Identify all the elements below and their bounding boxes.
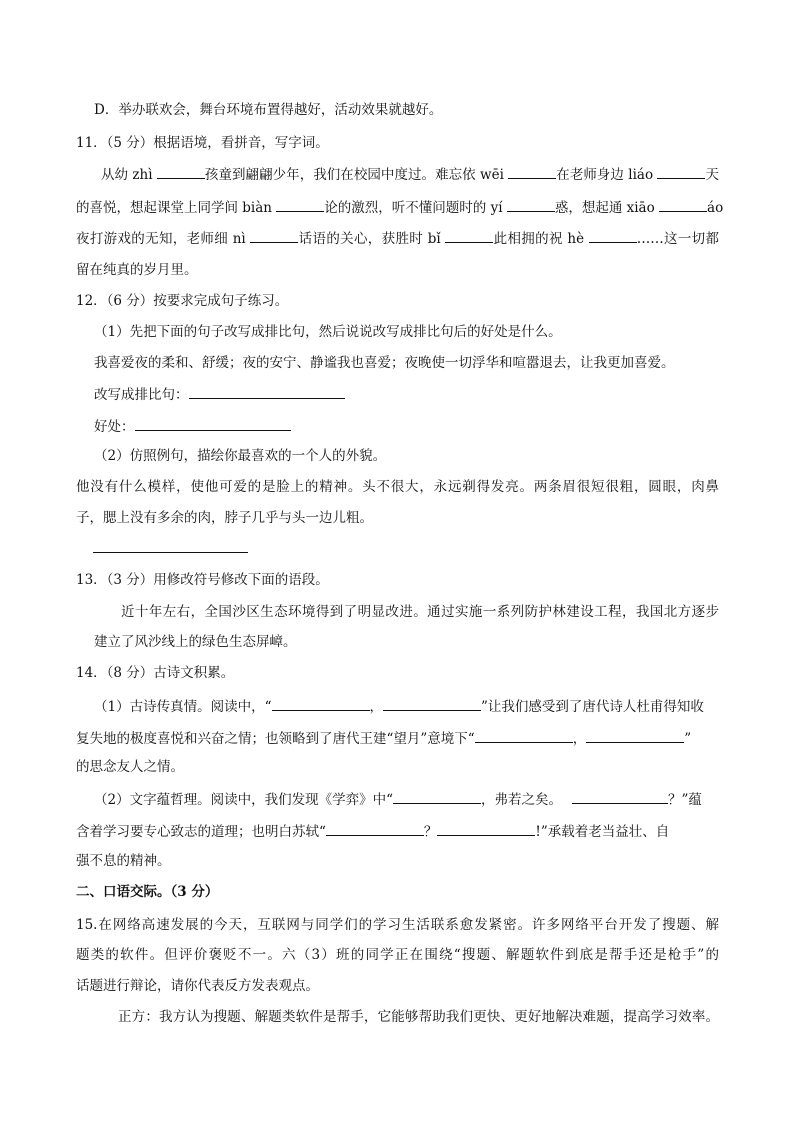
poem-blank[interactable] — [475, 728, 573, 743]
poem-blank[interactable] — [437, 821, 535, 836]
q12-part1-sentence: 我喜爱夜的柔和、舒缓；夜的安宁、静谧我也喜爱；夜晚使一切浮华和喧嚣退去，让我更加喜爱。 — [94, 355, 675, 371]
option-d: D．举办联欢会，舞台环境布置得越好，活动效果就越好。 — [94, 102, 443, 118]
q14-p1-l1-seg2: ， — [369, 699, 383, 715]
poem-blank[interactable] — [272, 696, 370, 711]
q11-l2-seg4: áo — [707, 200, 724, 216]
answer-blank[interactable] — [276, 197, 324, 212]
q14-part1-line1 — [94, 696, 704, 716]
poem-blank[interactable] — [572, 789, 668, 804]
q12-part2-instruction: （2）仿照例句，描绘你最喜欢的一个人的外貌。 — [94, 448, 387, 464]
q14-part1-line2 — [76, 728, 691, 748]
q14-p1-l1-seg1: （1）古诗传真情。阅读中，“ — [94, 699, 272, 715]
answer-blank[interactable] — [250, 228, 298, 243]
answer-blank[interactable] — [589, 228, 637, 243]
q14-p2-l2-seg1: 含着学习要专心致志的道理；也明白苏轼“ — [76, 824, 326, 840]
q11-line1 — [76, 164, 719, 184]
answer-blank[interactable] — [507, 197, 555, 212]
q13-title: 13．（3 分）用修改符号修改下面的语段。 — [76, 572, 329, 588]
q14-part1-line3: 的思念友人之情。 — [76, 759, 184, 775]
q11-title: 11．（5 分）根据语境，看拼音，写字词。 — [76, 135, 329, 151]
q12-example-line2: 子，腮上没有多余的肉，脖子几乎与头一边儿粗。 — [76, 510, 373, 526]
q14-p1-l2-seg2: ， — [572, 731, 587, 747]
q12-example-line1: 他没有什么模样，使他可爱的是脸上的精神。头不很大，永远剃得发亮。两条眉很短很粗，圆眼，肉鼻 — [76, 479, 719, 495]
q14-p2-l2-seg2: ？ — [423, 824, 438, 840]
q14-p1-l2-seg1: 复失地的极度喜悦和兴奋之情；也领略到了唐代王建“望月”意境下“ — [76, 731, 475, 747]
q14-p1-l1-seg3: ”让我们感受到了唐代诗人杜甫得知收 — [481, 699, 704, 715]
q11-l3-seg4: ……这一切都 — [636, 231, 719, 247]
q13-line1: 近十年左右，全国沙区生态环境得到了明显改进。通过实施一系列防护林建设工程，我国北方逐步 — [121, 604, 719, 620]
q12-part1-instruction: （1）先把下面的句子改写成排比句，然后说说改写成排比句后的好处是什么。 — [94, 324, 562, 340]
q14-part2-line2 — [76, 821, 669, 841]
q14-p2-l1-seg2: ，弗若之矣。 — [481, 792, 562, 808]
q12-rewrite-row — [94, 384, 345, 404]
answer-blank[interactable] — [657, 164, 705, 179]
answer-blank[interactable] — [445, 228, 493, 243]
q11-l3-seg2: 话语的关心，获胜时 bǐ — [298, 231, 446, 247]
q11-l1-seg1: 从幼 zhì — [101, 167, 157, 183]
q11-line2 — [76, 197, 724, 217]
poem-blank[interactable] — [383, 696, 481, 711]
q15-line1: 15.在网络高速发展的今天，互联网与同学们的学习生活联系愈发紧密。许多网络平台开发了搜题、解 — [76, 917, 719, 933]
q11-l2-seg1: 的喜悦，想起课堂上同学间 biàn — [76, 200, 277, 216]
q11-l1-seg3: 在老师身边 liáo — [556, 167, 658, 183]
answer-blank[interactable] — [659, 197, 707, 212]
q14-p1-l2-seg3: ” — [684, 731, 692, 747]
poem-blank[interactable] — [586, 728, 684, 743]
q11-l3-seg1: 夜打游戏的无知，老师细 nì — [76, 231, 251, 247]
q15-line4: 正方：我方认为搜题、解题类软件是帮手，它能够帮助我们更快、更好地解决难题，提高学习效率。 — [118, 1009, 719, 1025]
q11-l3-seg3: 此相拥的祝 hè — [493, 231, 589, 247]
q12-title: 12．（6 分）按要求完成句子练习。 — [76, 293, 289, 309]
section2-heading: 二、口语交际。（3 分） — [76, 884, 219, 900]
q15-line2: 题类的软件。但评价褒贬不一。六（3）班的同学正在围绕“搜题、解题软件到底是帮手还是枪手”的 — [76, 947, 719, 963]
q14-p2-l1-seg3: ？”蕴 — [668, 792, 702, 808]
q11-l2-seg2: 论的激烈，听不懂问题时的 yí — [324, 200, 507, 216]
answer-blank[interactable] — [508, 164, 556, 179]
rewrite-label: 改写成排比句： — [94, 387, 189, 403]
q12-benefit-row — [94, 416, 291, 436]
q15-line3: 话题进行辩论，请你代表反方发表观点。 — [76, 978, 319, 994]
answer-blank[interactable] — [157, 164, 205, 179]
benefit-answer-line[interactable] — [135, 416, 291, 431]
q12-part2-answer-line[interactable] — [93, 552, 248, 553]
poem-blank[interactable] — [326, 821, 424, 836]
q11-line4: 留在纯真的岁月里。 — [76, 262, 198, 278]
benefit-label: 好处： — [94, 419, 135, 435]
q11-l1-seg2: 孩童到翩翩少年，我们在校园中度过。难忘依 wēi — [204, 167, 509, 183]
q14-part2-line3: 强不息的精神。 — [76, 853, 171, 869]
poem-blank[interactable] — [393, 789, 481, 804]
q14-title: 14．（8 分）古诗文积累。 — [76, 665, 235, 681]
q11-line3 — [76, 228, 719, 248]
q14-p2-l2-seg3: !”承载着老当益壮、自 — [535, 824, 670, 840]
q14-p2-l1-seg1: （2）文字蕴哲理。阅读中，我们发现《学弈》中“ — [94, 792, 393, 808]
q13-line2: 建立了风沙线上的绿色生态屏嶂。 — [94, 634, 297, 650]
q11-l2-seg3: 惑，想起通 xiāo — [554, 200, 660, 216]
rewrite-answer-line[interactable] — [189, 384, 345, 399]
q14-part2-line1 — [94, 789, 702, 809]
q11-l1-seg4: 天 — [705, 167, 719, 183]
